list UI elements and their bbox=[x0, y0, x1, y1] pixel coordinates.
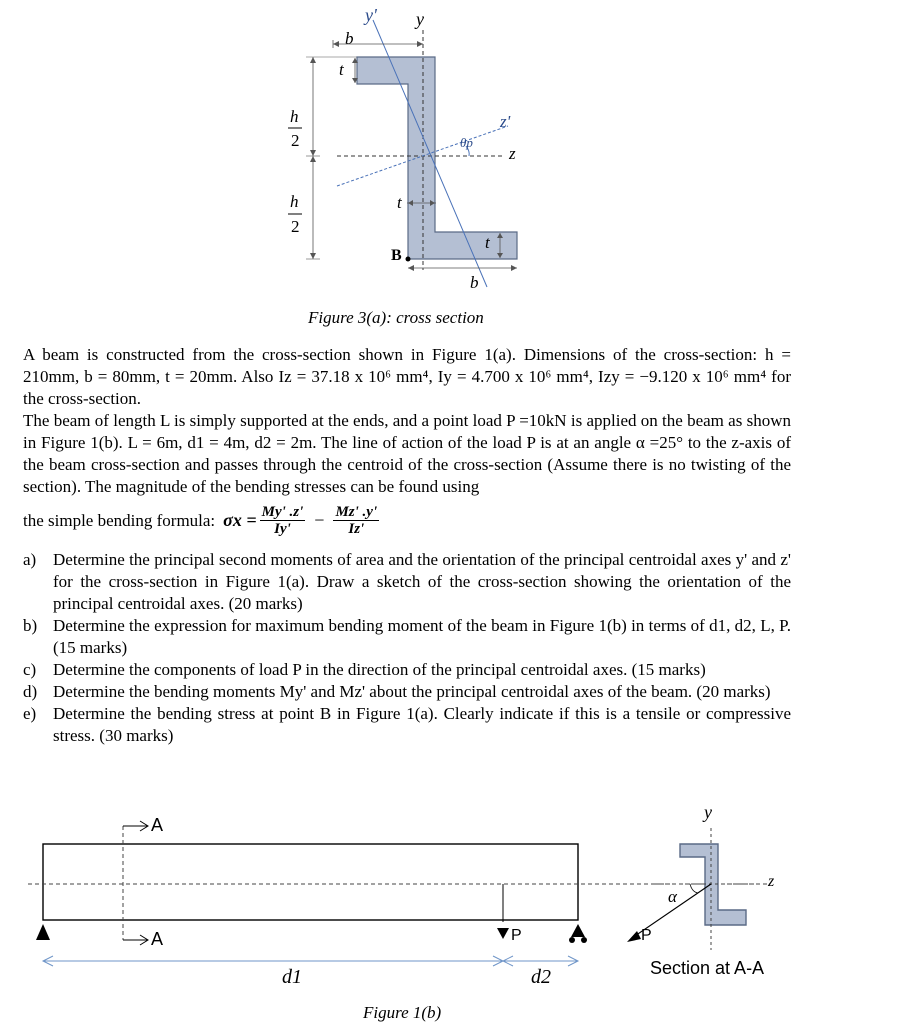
section-alpha-label: α bbox=[668, 887, 677, 906]
label-h-upper: h bbox=[290, 107, 299, 126]
label-theta: θp bbox=[460, 135, 473, 150]
problem-line2: The beam of length L is simply supported at the ends, and a point load P =10kN is applied on the beam as shown in Figure 1(b). L = 6m, d1 = 4m, d2 = 2m. The line of action of the load P is at an angle α =25° to the z-axis of the beam cross-section and passes through the centroid of the cross-section (Assume there is no twisting of the section). The magnitude of the bending stresses can be found using bbox=[23, 411, 791, 496]
question-label: b) bbox=[23, 616, 38, 635]
formula-minus: − bbox=[314, 510, 325, 530]
figure-b-caption: Figure 1(b) bbox=[363, 1003, 442, 1022]
frac1-denominator: Iy' bbox=[274, 521, 291, 537]
label-y: y bbox=[416, 9, 424, 29]
frac2-numerator: Mz' .y' bbox=[335, 504, 378, 520]
problem-line1: A beam is constructed from the cross-section shown in Figure 1(a). Dimensions of the cross-section: h = 210mm, b = 80mm, t = 20mm. Also Iz = 37.18 x 10⁶ mm⁴, Iy = 4.700 x 10⁶ mm⁴, Izy = −9.120 x 10⁶ mm⁴ for the cross-section. bbox=[23, 345, 791, 408]
question-text: Determine the components of load P in the direction of the principal centroidal axes. (15 marks) bbox=[53, 660, 706, 679]
section-title: Section at A-A bbox=[650, 958, 765, 978]
label-b-top: b bbox=[345, 29, 354, 48]
section-p-label: P bbox=[641, 927, 652, 944]
figure-beam bbox=[0, 790, 903, 1024]
pin-support-left bbox=[36, 924, 50, 940]
question-text: Determine the expression for maximum bending moment of the beam in Figure 1(b) in terms of d1, d2, L, P. (15 marks) bbox=[53, 616, 791, 657]
point-b-marker bbox=[406, 257, 411, 262]
question-item bbox=[23, 659, 791, 681]
label-t-mid: t bbox=[397, 193, 402, 212]
formula-intro: the simple bending formula: bbox=[23, 510, 216, 530]
label-point-b: B bbox=[391, 247, 402, 264]
figure-cross-section bbox=[270, 0, 570, 300]
problem-statement bbox=[23, 344, 791, 498]
question-text: Determine the principal second moments of area and the orientation of the principal centroidal axes y' and z' for the cross-section in Figure 1(a). Draw a sketch of the cross-section showing the orientation of the principal centroidal axes. (20 marks) bbox=[53, 550, 791, 613]
label-z-prime: z' bbox=[500, 112, 511, 131]
load-label: P bbox=[511, 927, 522, 944]
load-arrow bbox=[497, 928, 509, 939]
label-t-bottom: t bbox=[485, 233, 490, 252]
section-y-label: y bbox=[704, 802, 712, 822]
label-b-bottom: b bbox=[470, 273, 479, 292]
question-label: d) bbox=[23, 682, 38, 701]
formula-frac1 bbox=[260, 504, 306, 537]
label-two-lower: 2 bbox=[291, 217, 300, 236]
section-label-a-top: A bbox=[151, 815, 164, 835]
label-y-prime: y' bbox=[365, 5, 377, 25]
figure-a-caption: Figure 3(a): cross section bbox=[308, 308, 484, 327]
question-label: c) bbox=[23, 660, 37, 679]
formula-frac2 bbox=[333, 504, 379, 537]
label-two-upper: 2 bbox=[291, 131, 300, 150]
label-h-lower: h bbox=[290, 192, 299, 211]
label-z: z bbox=[509, 144, 516, 163]
question-item bbox=[23, 615, 791, 659]
frac1-numerator: My' .z' bbox=[261, 504, 304, 520]
d2-label: d2 bbox=[531, 966, 551, 988]
roller-support-right bbox=[571, 924, 585, 937]
question-item bbox=[23, 681, 791, 703]
question-item bbox=[23, 703, 791, 747]
frac2-denominator: Iz' bbox=[348, 521, 365, 537]
question-label: a) bbox=[23, 550, 37, 569]
d1-label: d1 bbox=[282, 966, 302, 988]
formula-lhs: σx = bbox=[223, 510, 257, 530]
section-z-label: z bbox=[768, 873, 775, 890]
questions-list bbox=[23, 549, 791, 747]
section-label-a-bottom: A bbox=[151, 929, 164, 949]
question-label: e) bbox=[23, 704, 37, 723]
label-t-top: t bbox=[339, 60, 344, 79]
z-section-shape bbox=[357, 57, 517, 259]
bending-formula bbox=[23, 504, 382, 537]
question-item bbox=[23, 549, 791, 615]
question-text: Determine the bending moments My' and Mz' about the principal centroidal axes of the beam. (20 marks) bbox=[53, 682, 771, 701]
question-text: Determine the bending stress at point B in Figure 1(a). Clearly indicate if this is a tensile or compressive stress. (30 marks) bbox=[53, 704, 791, 745]
